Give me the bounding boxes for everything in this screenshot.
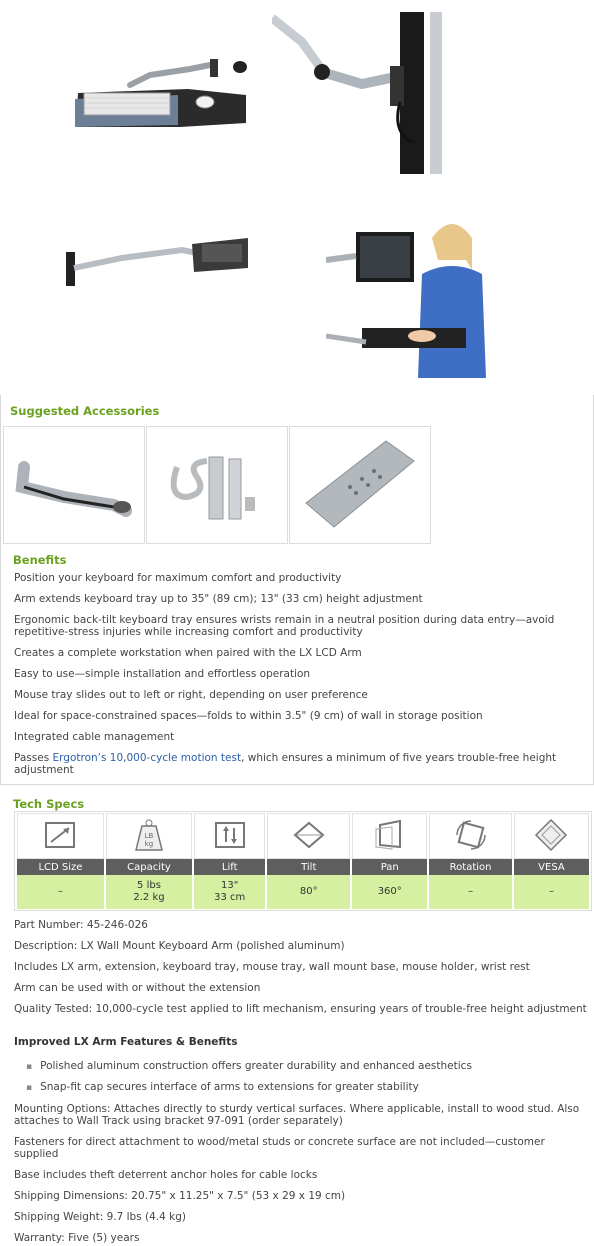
base-note: Base includes theft deterrent anchor holes for cable locks xyxy=(14,1169,318,1181)
lift-icon xyxy=(194,813,265,859)
product-photo-gallery xyxy=(0,0,594,392)
accessory-cable-kit[interactable] xyxy=(146,426,288,544)
benefit-item: Integrated cable management xyxy=(14,731,175,743)
benefit-item: Ergonomic back-tilt keyboard tray ensures wrists remain in a neutral position during data entry—avoid repetitive-stress injuries while increasing comfort and productivity xyxy=(14,614,555,638)
weight-icon xyxy=(106,813,192,859)
vesa-icon xyxy=(514,813,589,859)
includes: Includes LX arm, extension, keyboard tray, mouse tray, wall mount base, mouse holder, wrist rest xyxy=(14,961,530,973)
benefit-text: Passes xyxy=(14,752,53,764)
spec-value: 13" 33 cm xyxy=(194,875,265,909)
spec-icon-row xyxy=(17,813,589,859)
spec-label: VESA xyxy=(514,859,589,875)
product-photo-arm-side[interactable] xyxy=(62,232,250,292)
warranty: Warranty: Five (5) years xyxy=(14,1232,140,1244)
spec-value: – xyxy=(17,875,104,909)
cable-kit-image xyxy=(147,427,287,543)
benefit-item: Arm extends keyboard tray up to 35" (89 cm); 13" (33 cm) height adjustment xyxy=(14,593,423,605)
spec-value: – xyxy=(429,875,512,909)
feature-bullet: ▪ Snap-fit cap secures interface of arms to extensions for greater stability xyxy=(26,1081,419,1094)
accessories-row xyxy=(3,426,432,544)
description: Description: LX Wall Mount Keyboard Arm (polished aluminum) xyxy=(14,940,345,952)
product-photo-pole-mount[interactable] xyxy=(272,12,444,174)
svg-text:kg: kg xyxy=(144,839,154,848)
spec-value: 80° xyxy=(267,875,350,909)
shipping-dimensions: Shipping Dimensions: 20.75" x 11.25" x 7.5" (53 x 29 x 19 cm) xyxy=(14,1190,346,1202)
motion-test-link[interactable]: Ergotron’s 10,000-cycle motion test xyxy=(52,752,242,764)
improved-features-heading: Improved LX Arm Features & Benefits xyxy=(14,1036,238,1048)
product-photo-nurse-workstation[interactable] xyxy=(326,210,490,378)
spec-value: – xyxy=(514,875,589,909)
accessory-extension-arm[interactable] xyxy=(3,426,145,544)
spec-label-row xyxy=(17,859,589,875)
svg-text:LB: LB xyxy=(144,831,154,840)
spec-value: 360° xyxy=(352,875,427,909)
fasteners-note: Fasteners for direct attachment to wood/metal studs or concrete surface are not included—customer supplied xyxy=(14,1136,545,1160)
rotation-icon xyxy=(429,813,512,859)
benefit-item: Ideal for space-constrained spaces—folds to within 3.5" (9 cm) of wall in storage position xyxy=(14,710,483,722)
quality-tested: Quality Tested: 10,000-cycle test applied to lift mechanism, ensuring years of trouble-free height adjustment xyxy=(14,1003,587,1015)
spec-label: Rotation xyxy=(429,859,512,875)
arm-use-note: Arm can be used with or without the extension xyxy=(14,982,261,994)
spec-label: Lift xyxy=(194,859,265,875)
spec-value: 5 lbs 2.2 kg xyxy=(106,875,192,909)
benefit-item: Creates a complete workstation when paired with the LX LCD Arm xyxy=(14,647,362,659)
benefit-text: , which ensures a minimum of five years trouble-free height adjustment xyxy=(14,752,557,776)
mounting-options: Mounting Options: Attaches directly to sturdy vertical surfaces. Where applicable, install to wood stud. Also attaches to Wall Track using bracket 97-091 (order separately) xyxy=(14,1103,580,1127)
benefits-heading: Benefits xyxy=(13,553,67,567)
shipping-weight: Shipping Weight: 9.7 lbs (4.4 kg) xyxy=(14,1211,186,1223)
spec-label: LCD Size xyxy=(17,859,104,875)
accessories-heading: Suggested Accessories xyxy=(10,404,160,418)
benefit-item: Position your keyboard for maximum comfort and productivity xyxy=(14,572,342,584)
feature-bullet: ▪ Polished aluminum construction offers greater durability and enhanced aesthetics xyxy=(26,1060,472,1073)
benefit-item-motion-test xyxy=(14,752,592,776)
part-number: Part Number: 45-246-026 xyxy=(14,919,148,931)
lcd-size-icon xyxy=(17,813,104,859)
wall-plate-image xyxy=(290,427,430,543)
benefit-item: Mouse tray slides out to left or right, depending on user preference xyxy=(14,689,368,701)
accessory-wall-plate[interactable] xyxy=(289,426,431,544)
benefit-item: Easy to use—simple installation and effortless operation xyxy=(14,668,311,680)
spec-label: Tilt xyxy=(267,859,350,875)
pan-icon xyxy=(352,813,427,859)
extension-arm-image xyxy=(4,427,144,543)
tilt-icon xyxy=(267,813,350,859)
spec-value-row xyxy=(17,875,589,909)
tech-specs-table xyxy=(15,813,591,909)
spec-label: Capacity xyxy=(106,859,192,875)
tech-specs-heading: Tech Specs xyxy=(13,797,85,811)
product-photo-keyboard-arm[interactable] xyxy=(70,55,250,135)
spec-label: Pan xyxy=(352,859,427,875)
